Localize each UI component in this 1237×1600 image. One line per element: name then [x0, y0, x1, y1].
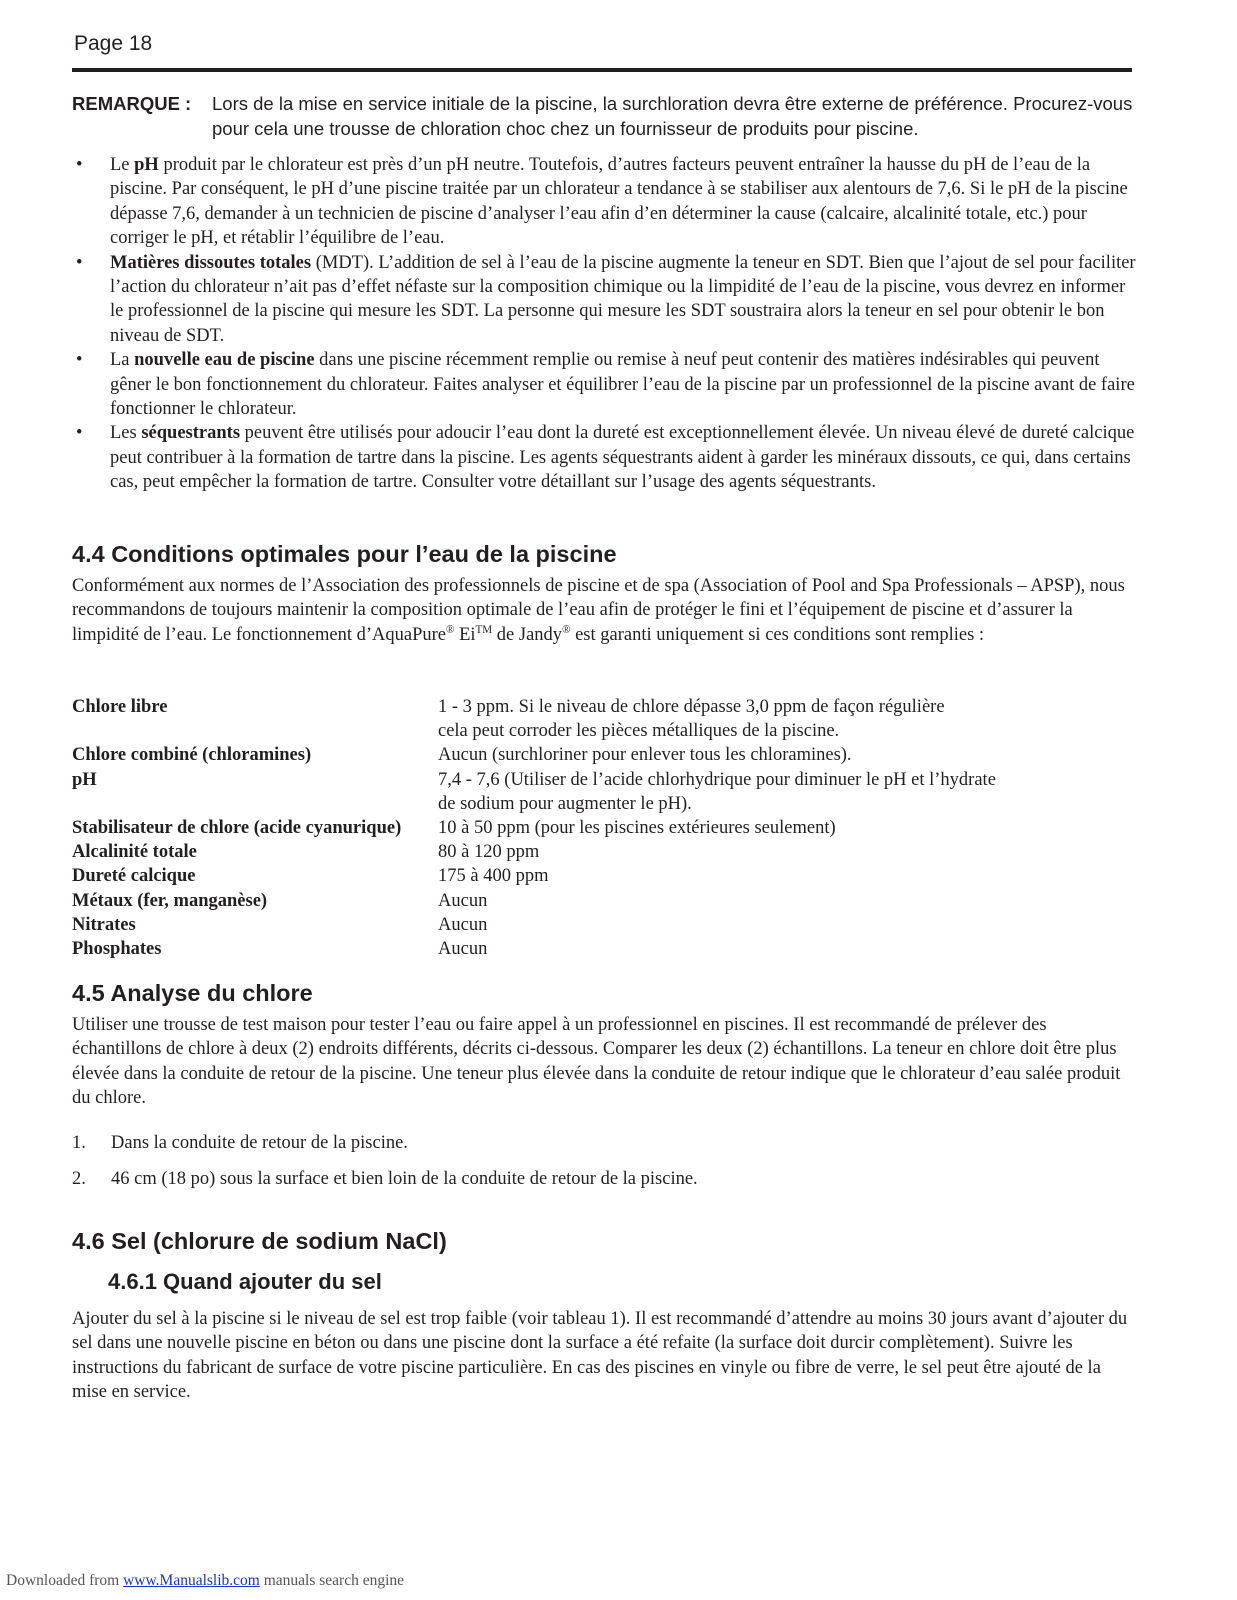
remark-text: Lors de la mise en service initiale de la piscine, la surchloration devra être externe de préférence. Procurez-vous pour cela une trousse de chloration choc chez un fournisseur de produits pour piscine. — [212, 93, 1133, 139]
condition-value — [438, 840, 1098, 864]
condition-label: Chlore combiné (chloramines) — [72, 745, 312, 766]
condition-value-line: Aucun — [438, 890, 488, 911]
table-row — [72, 743, 1098, 767]
intro-text: de Jandy — [492, 624, 563, 645]
manualslib-link[interactable]: www.Manualslib.com — [123, 1572, 260, 1589]
condition-value-line: Aucun — [438, 939, 488, 960]
condition-value-line: 1 - 3 ppm. Si le niveau de chlore dépasse 3,0 ppm de façon régulière — [438, 697, 945, 717]
list-item — [72, 251, 1138, 349]
bullet-keyword: nouvelle eau de piscine — [134, 350, 315, 371]
step-number: 2. — [72, 1169, 86, 1189]
bullet-marker: • — [76, 423, 83, 444]
trademark-mark: TM — [475, 623, 493, 636]
condition-value-line: 7,4 - 7,6 (Utiliser de l’acide chlorhydrique pour diminuer le pH et l’hydrate — [438, 769, 996, 790]
bullet-text: produit par le chlorateur est près d’un pH neutre. Toutefois, d’autres facteurs peuvent entraîner la hausse du pH de l’eau de la piscine. Par conséquent, le pH d’une piscine traitée par un chlorateur a tendance à se stabiliser aux alentours de 7,6. Si le pH de la piscine dépasse 7,6, demander à un technicien de piscine d’analyser l’eau afin d’en déterminer la cause (calcaire, alcalinité totale, etc.) pour corriger le pH, et rétablir l’équilibre de l’eau. — [110, 155, 1128, 249]
condition-label: Nitrates — [72, 914, 136, 935]
registered-mark: ® — [562, 623, 571, 636]
table-row — [72, 695, 1098, 743]
section-heading-4-6: 4.6 Sel (chlorure de sodium NaCl) — [72, 1228, 447, 1254]
bullet-marker: • — [76, 350, 83, 371]
bullet-text-pre: Les — [110, 423, 142, 444]
condition-value-line: Aucun (surchloriner pour enlever tous les chloramines). — [438, 745, 852, 766]
table-row — [72, 864, 1098, 888]
condition-value — [438, 768, 1098, 816]
condition-value-line: cela peut corroder les pièces métalliques de la piscine. — [438, 721, 840, 742]
download-footer — [6, 1572, 404, 1590]
condition-value — [438, 695, 1098, 743]
list-item — [72, 348, 1138, 421]
step-text: 46 cm (18 po) sous la surface et bien loin de la conduite de retour de la piscine. — [111, 1169, 698, 1189]
condition-label: Phosphates — [72, 939, 162, 960]
step-text: Dans la conduite de retour de la piscine. — [111, 1133, 408, 1153]
bullet-text-pre: La — [110, 350, 135, 371]
page-number: Page 18 — [74, 32, 153, 55]
table-row — [72, 840, 1098, 864]
bullet-text-pre: Le — [110, 155, 135, 175]
footer-suffix: manuals search engine — [259, 1572, 405, 1589]
section-4-6-1-body: Ajouter du sel à la piscine si le niveau de sel est trop faible (voir tableau 1). Il est recommandé d’attendre au moins 30 jours avant d’ajouter du sel dans une nouvelle piscine en béton ou dans une piscine dont la surface a été refaite (la surface doit durcir complètement). Suivre les instructions du fabricant de surface de votre piscine particulière. En cas des piscines en vinyle ou fibre de verre, le sel peut être ajouté de la mise en service. — [72, 1309, 1128, 1403]
intro-text: Conformément aux normes de l’Association des professionnels de piscine et de spa (Association of Pool and Spa Professionals – APSP), nous recommandons de toujours maintenir la composition optimale de l’eau afin de protéger le fini et l’équipement de piscine et d’assurer la limpidité de l’eau. Le fonctionnement d’AquaPure — [72, 576, 1125, 645]
registered-mark: ® — [446, 623, 455, 636]
bullet-text: peuvent être utilisés pour adoucir l’eau dont la dureté est exceptionnellement élevée. Un niveau élevé de dureté calcique peut contribuer à la formation de tartre dans la piscine. Les agents séquestrants aident à garder les minéraux dissouts, ce qui, dans certains cas, peut empêcher la formation de tartre. Consulter votre détaillant sur l’usage des agents séquestrants. — [110, 423, 1135, 493]
list-item — [72, 1167, 1138, 1191]
bullet-text: (MDT). L’addition de sel à l’eau de la piscine augmente la teneur en SDT. Bien que l’ajout de sel pour faciliter l’action du chlorateur n’ait pas d’effet néfaste sur la composition chimique ou la limpidité de l’eau de la piscine, vous devrez en informer le professionnel de la piscine qui mesure les SDT. La personne qui mesure les SDT soustraira alors la teneur en sel pour obtenir le bon niveau de SDT. — [110, 252, 1136, 346]
subsection-heading-4-6-1: 4.6.1 Quand ajouter du sel — [108, 1269, 382, 1294]
condition-value — [438, 889, 1098, 913]
condition-label: Chlore libre — [72, 697, 168, 717]
table-row — [72, 816, 1098, 840]
list-item — [72, 421, 1138, 494]
step-number: 1. — [72, 1133, 86, 1153]
bullet-marker: • — [76, 155, 83, 175]
condition-value-line: 10 à 50 ppm (pour les piscines extérieures seulement) — [438, 818, 836, 839]
bullet-keyword: pH — [134, 155, 159, 175]
bullet-marker: • — [76, 252, 83, 273]
bullet-text: dans une piscine récemment remplie ou remise à neuf peut contenir des matières indésirables qui peuvent gêner le bon fonctionnement du chlorateur. Faites analyser et équilibrer l’eau de la piscine par un professionnel de la piscine avant de faire fonctionner le chlorateur. — [110, 350, 1135, 420]
condition-value — [438, 913, 1098, 937]
remark-label: REMARQUE : — [72, 93, 192, 114]
intro-text: est garanti uniquement si ces conditions sont remplies : — [570, 624, 985, 645]
condition-value — [438, 864, 1098, 888]
table-row — [72, 889, 1098, 913]
condition-value-line: de sodium pour augmenter le pH). — [438, 793, 692, 814]
condition-value — [438, 937, 1098, 961]
table-row — [72, 768, 1098, 816]
condition-value — [438, 743, 1098, 767]
list-item — [72, 153, 1138, 251]
bullet-list — [72, 153, 1138, 495]
condition-value-line: Aucun — [438, 914, 488, 935]
section-heading-4-4: 4.4 Conditions optimales pour l’eau de la piscine — [72, 541, 617, 567]
condition-label: pH — [72, 769, 97, 790]
condition-label: Dureté calcique — [72, 866, 196, 887]
bullet-keyword: séquestrants — [141, 423, 241, 444]
water-conditions-table — [72, 695, 1098, 961]
section-4-5-intro: Utiliser une trousse de test maison pour tester l’eau ou faire appel à un professionnel en piscines. Il est recommandé de prélever des échantillons de chlore à deux (2) endroits différents, décrits ci-dessous. Comparer les deux (2) échantillons. La teneur en chlore doit être plus élevée dans la conduite de retour de la piscine. Une teneur plus élevée dans la conduite de retour indique que le chlorateur d’eau salée produit du chlore. — [72, 1015, 1121, 1109]
bullet-keyword: Matières dissoutes totales — [110, 252, 312, 273]
condition-label: Stabilisateur de chlore (acide cyanurique) — [72, 818, 402, 839]
sampling-steps-list-continued — [72, 1167, 1138, 1191]
condition-label: Métaux (fer, manganèse) — [72, 890, 268, 911]
section-heading-4-5: 4.5 Analyse du chlore — [72, 980, 313, 1006]
section-4-4-intro — [72, 574, 1138, 647]
sampling-steps-list — [72, 1131, 1138, 1155]
table-row — [72, 937, 1098, 961]
condition-label: Alcalinité totale — [72, 842, 197, 863]
remark-note — [72, 91, 1152, 141]
condition-value-line: 80 à 120 ppm — [438, 842, 540, 863]
header-divider — [72, 68, 1132, 72]
intro-text: Ei — [454, 624, 476, 645]
condition-value — [438, 816, 1098, 840]
table-row — [72, 913, 1098, 937]
condition-value-line: 175 à 400 ppm — [438, 866, 549, 887]
list-item — [72, 1131, 1138, 1155]
footer-prefix: Downloaded from — [6, 1572, 124, 1589]
